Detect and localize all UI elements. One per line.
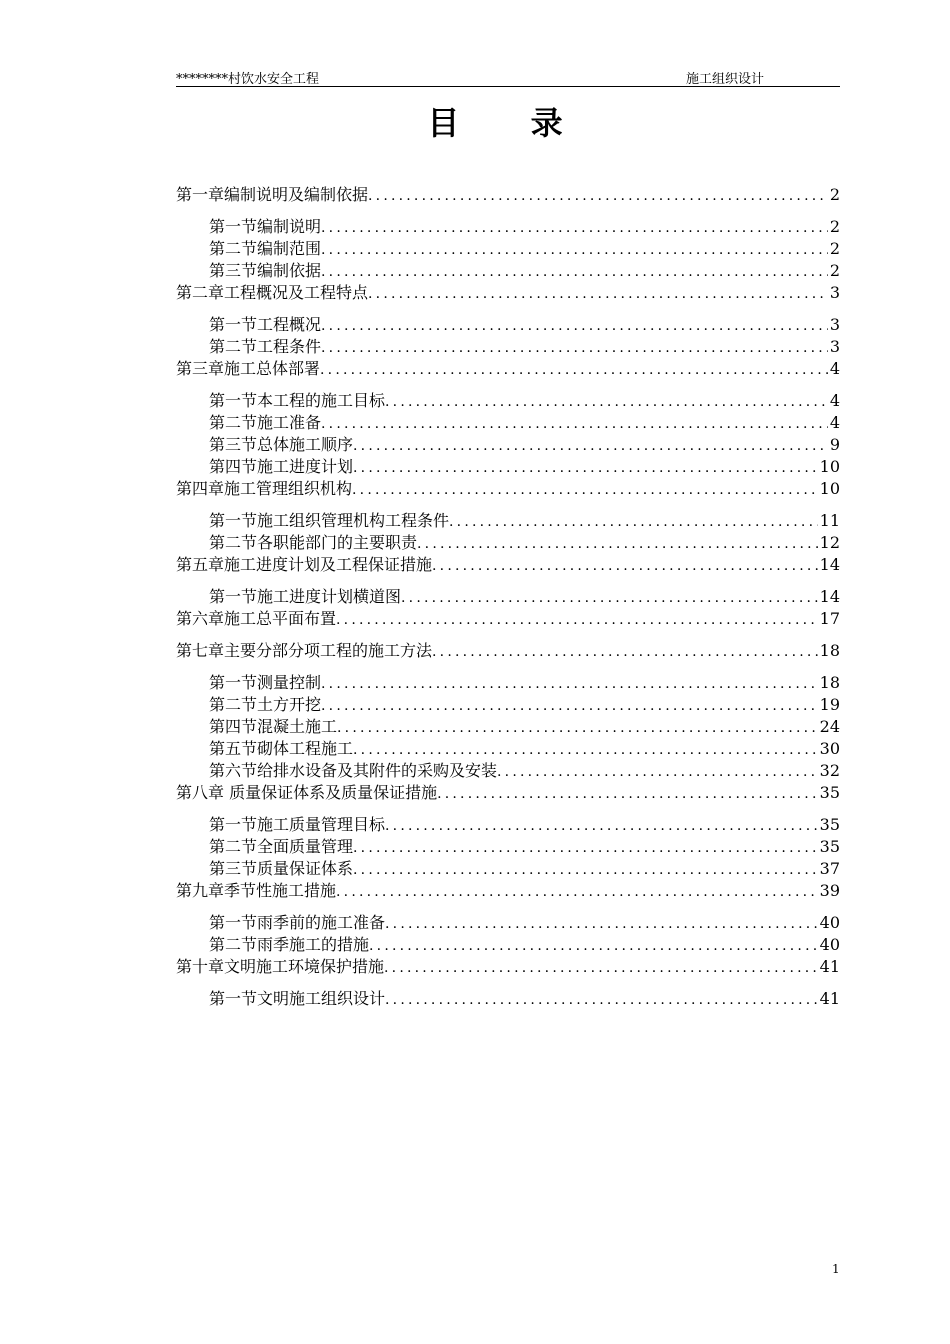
toc-section-entry[interactable] (176, 738, 840, 760)
toc-entry-label: 第一节工程概况 (209, 315, 322, 334)
toc-section-entry[interactable] (176, 934, 840, 956)
toc-entry-page: 2 (829, 261, 840, 280)
toc-section-entry[interactable] (176, 510, 840, 532)
toc-section-entry[interactable] (176, 456, 840, 478)
toc-entry-label: 第六章施工总平面布置 (176, 609, 337, 628)
toc-entry-page: 11 (819, 511, 840, 530)
toc-entry-page: 19 (819, 695, 840, 714)
toc-leader-dots (497, 761, 818, 782)
toc-entry-page: 40 (819, 935, 840, 954)
toc-section-entry[interactable] (176, 314, 840, 336)
toc-entry-label: 第三节编制依据 (209, 261, 322, 280)
toc-entry-page: 14 (819, 555, 840, 574)
toc-entry-label: 第一节施工组织管理机构工程条件 (209, 511, 450, 530)
toc-entry-label: 第二节工程条件 (209, 337, 322, 356)
toc-entry-label: 第二节雨季施工的措施 (209, 935, 370, 954)
toc-entry-page: 12 (819, 533, 840, 552)
toc-entry-page: 2 (829, 239, 840, 258)
toc-leader-dots (321, 337, 828, 358)
toc-entry-page: 3 (829, 283, 840, 302)
toc-leader-dots (432, 555, 818, 576)
header-project-name: ********村饮水安全工程 (176, 72, 320, 87)
toc-entry-label: 第四节施工进度计划 (209, 457, 354, 476)
toc-entry-page: 4 (829, 413, 840, 432)
toc-entry-label: 第一节雨季前的施工准备 (209, 913, 386, 932)
toc-leader-dots (337, 717, 818, 738)
toc-section-entry[interactable] (176, 238, 840, 260)
toc-leader-dots (417, 533, 818, 554)
toc-section-entry[interactable] (176, 260, 840, 282)
toc-entry-label: 第二节各职能部门的主要职责 (209, 533, 418, 552)
toc-section-entry[interactable] (176, 988, 840, 1010)
toc-leader-dots (449, 511, 818, 532)
toc-entry-label: 第九章季节性施工措施 (176, 881, 337, 900)
toc-leader-dots (384, 957, 818, 978)
toc-leader-dots (321, 315, 828, 336)
toc-leader-dots (353, 435, 828, 456)
toc-entry-page: 30 (819, 739, 840, 758)
toc-entry-label: 第一节测量控制 (209, 673, 322, 692)
toc-leader-dots (321, 261, 828, 282)
toc-leader-dots (385, 815, 818, 836)
toc-entry-page: 35 (819, 837, 840, 856)
toc-chapter-entry[interactable] (176, 184, 840, 206)
toc-section-entry[interactable] (176, 532, 840, 554)
toc-chapter-entry[interactable] (176, 782, 840, 804)
toc-entry-label: 第一节编制说明 (209, 217, 322, 236)
toc-entry-label: 第八章 质量保证体系及质量保证措施 (176, 783, 438, 802)
toc-entry-label: 第二节全面质量管理 (209, 837, 354, 856)
toc-entry-label: 第一节文明施工组织设计 (209, 989, 386, 1008)
toc-leader-dots (320, 359, 828, 380)
toc-entry-label: 第三节质量保证体系 (209, 859, 354, 878)
toc-chapter-entry[interactable] (176, 956, 840, 978)
toc-entry-page: 41 (819, 989, 840, 1008)
toc-leader-dots (385, 913, 818, 934)
toc-chapter-entry[interactable] (176, 608, 840, 630)
toc-leader-dots (368, 185, 828, 206)
toc-section-entry[interactable] (176, 694, 840, 716)
toc-section-entry[interactable] (176, 912, 840, 934)
toc-section-entry[interactable] (176, 434, 840, 456)
toc-section-entry[interactable] (176, 586, 840, 608)
toc-chapter-entry[interactable] (176, 640, 840, 662)
toc-chapter-entry[interactable] (176, 282, 840, 304)
toc-entry-page: 2 (829, 217, 840, 236)
toc-entry-page: 4 (829, 391, 840, 410)
toc-entry-page: 32 (819, 761, 840, 780)
toc-entry-label: 第二节土方开挖 (209, 695, 322, 714)
toc-section-entry[interactable] (176, 836, 840, 858)
toc-leader-dots (437, 783, 818, 804)
toc-leader-dots (369, 935, 818, 956)
toc-entry-page: 39 (819, 881, 840, 900)
toc-section-entry[interactable] (176, 336, 840, 358)
toc-section-entry[interactable] (176, 814, 840, 836)
toc-leader-dots (385, 391, 828, 412)
toc-entry-page: 17 (819, 609, 840, 628)
toc-leader-dots (353, 457, 818, 478)
toc-chapter-entry[interactable] (176, 358, 840, 380)
toc-entry-label: 第一节施工质量管理目标 (209, 815, 386, 834)
toc-entry-page: 35 (819, 815, 840, 834)
toc-entry-label: 第四章施工管理组织机构 (176, 479, 353, 498)
toc-section-entry[interactable] (176, 716, 840, 738)
toc-entry-label: 第一章编制说明及编制依据 (176, 185, 369, 204)
toc-leader-dots (401, 587, 818, 608)
toc-chapter-entry[interactable] (176, 554, 840, 576)
toc-entry-page: 10 (819, 457, 840, 476)
toc-entry-page: 3 (829, 337, 840, 356)
toc-entry-page: 35 (819, 783, 840, 802)
toc-entry-label: 第六节给排水设备及其附件的采购及安装 (209, 761, 498, 780)
toc-section-entry[interactable] (176, 760, 840, 782)
toc-leader-dots (353, 859, 818, 880)
toc-entry-label: 第七章主要分部分项工程的施工方法 (176, 641, 433, 660)
toc-section-entry[interactable] (176, 412, 840, 434)
page-header (176, 66, 840, 87)
toc-entry-label: 第五节砌体工程施工 (209, 739, 354, 758)
toc-entry-page: 14 (819, 587, 840, 606)
toc-entry-label: 第三节总体施工顺序 (209, 435, 354, 454)
toc-entry-page: 24 (819, 717, 840, 736)
toc-leader-dots (353, 739, 818, 760)
toc-leader-dots (321, 695, 818, 716)
toc-entry-label: 第一节施工进度计划横道图 (209, 587, 402, 606)
toc-leader-dots (352, 479, 818, 500)
toc-entry-page: 37 (819, 859, 840, 878)
toc-leader-dots (385, 989, 818, 1010)
toc-leader-dots (321, 413, 828, 434)
toc-leader-dots (336, 881, 818, 902)
toc-leader-dots (321, 673, 818, 694)
toc-entry-label: 第二章工程概况及工程特点 (176, 283, 369, 302)
toc-entry-label: 第二节编制范围 (209, 239, 322, 258)
toc-section-entry[interactable] (176, 858, 840, 880)
table-of-contents (176, 184, 840, 1010)
toc-leader-dots (353, 837, 818, 858)
toc-chapter-entry[interactable] (176, 478, 840, 500)
toc-entry-page: 41 (819, 957, 840, 976)
toc-entry-page: 18 (819, 673, 840, 692)
toc-entry-page: 40 (819, 913, 840, 932)
toc-section-entry[interactable] (176, 672, 840, 694)
toc-chapter-entry[interactable] (176, 880, 840, 902)
toc-leader-dots (336, 609, 818, 630)
toc-entry-page: 3 (829, 315, 840, 334)
page-number: 1 (832, 1262, 840, 1276)
toc-entry-label: 第一节本工程的施工目标 (209, 391, 386, 410)
toc-entry-page: 9 (829, 435, 840, 454)
toc-entry-label: 第十章文明施工环境保护措施 (176, 957, 385, 976)
toc-entry-page: 2 (829, 185, 840, 204)
toc-section-entry[interactable] (176, 390, 840, 412)
toc-leader-dots (321, 217, 828, 238)
toc-entry-page: 4 (829, 359, 840, 378)
toc-title: 目 录 (427, 104, 593, 142)
toc-entry-label: 第三章施工总体部署 (176, 359, 321, 378)
toc-leader-dots (432, 641, 818, 662)
toc-entry-label: 第五章施工进度计划及工程保证措施 (176, 555, 433, 574)
toc-leader-dots (321, 239, 828, 260)
toc-entry-page: 18 (819, 641, 840, 660)
toc-section-entry[interactable] (176, 216, 840, 238)
header-document-type: 施工组织设计 (686, 72, 765, 87)
toc-entry-page: 10 (819, 479, 840, 498)
toc-entry-label: 第二节施工准备 (209, 413, 322, 432)
toc-leader-dots (368, 283, 828, 304)
toc-entry-label: 第四节混凝土施工 (209, 717, 338, 736)
